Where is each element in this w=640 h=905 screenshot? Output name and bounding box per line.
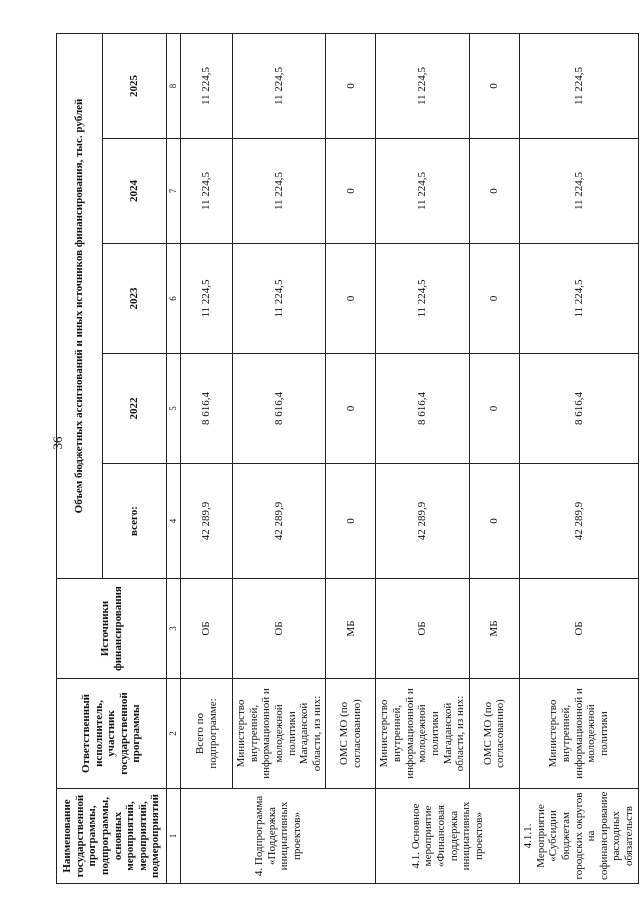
row-2022: 8 616,4 bbox=[181, 354, 233, 464]
row-executor: Министерство внутренней, информационной и молодежной политики bbox=[519, 679, 638, 789]
header-2022: 2022 bbox=[103, 354, 167, 464]
row-2024: 11 224,5 bbox=[376, 139, 469, 244]
row-executor: ОМС МО (по согласованию) bbox=[326, 679, 376, 789]
col-number: 7 bbox=[167, 139, 181, 244]
row-2023: 0 bbox=[469, 244, 519, 354]
row-2025: 11 224,5 bbox=[233, 33, 326, 138]
row-2022: 8 616,4 bbox=[233, 354, 326, 464]
col-number: 5 bbox=[167, 354, 181, 464]
table-row bbox=[519, 33, 638, 883]
column-numbers-row bbox=[167, 33, 181, 883]
row-name: 4.1.1. Мероприятие «Субсидии бюджетам городских округов на софинансирование расходных обязательств bbox=[519, 789, 638, 884]
row-2024: 0 bbox=[326, 139, 376, 244]
row-2025: 11 224,5 bbox=[519, 33, 638, 138]
row-2025: 11 224,5 bbox=[376, 33, 469, 138]
row-2024: 11 224,5 bbox=[181, 139, 233, 244]
row-source: МБ bbox=[469, 579, 519, 679]
row-2023: 11 224,5 bbox=[519, 244, 638, 354]
row-name: 4. Подпрограмма «Поддержка инициативных проектов» bbox=[181, 789, 376, 884]
row-2023: 11 224,5 bbox=[181, 244, 233, 354]
col-number: 6 bbox=[167, 244, 181, 354]
row-total: 0 bbox=[326, 464, 376, 579]
row-total: 0 bbox=[469, 464, 519, 579]
table-row bbox=[181, 33, 233, 883]
row-2024: 0 bbox=[469, 139, 519, 244]
row-2024: 11 224,5 bbox=[519, 139, 638, 244]
table-row bbox=[469, 33, 519, 883]
row-source: ОБ bbox=[233, 579, 326, 679]
row-executor: Министерство внутренней, информационной и молодежной политики Магаданской области, из них: bbox=[233, 679, 326, 789]
header-2025: 2025 bbox=[103, 33, 167, 138]
header-volume: Объем бюджетных ассигнований и иных источников финансирования, тыс. рублей bbox=[57, 33, 103, 578]
row-total: 42 289,9 bbox=[181, 464, 233, 579]
row-executor: ОМС МО (по согласованию) bbox=[469, 679, 519, 789]
row-2023: 0 bbox=[326, 244, 376, 354]
row-2025: 0 bbox=[326, 33, 376, 138]
row-source: МБ bbox=[326, 579, 376, 679]
table-row bbox=[326, 33, 376, 883]
header-executor: Ответственный исполнитель, участник государственной программы bbox=[57, 679, 167, 789]
col-number: 4 bbox=[167, 464, 181, 579]
row-name: 4.1. Основное мероприятие «Финансовая поддержка инициативных проектов» bbox=[376, 789, 519, 884]
header-2023: 2023 bbox=[103, 244, 167, 354]
row-2022: 0 bbox=[469, 354, 519, 464]
row-source: ОБ bbox=[376, 579, 469, 679]
header-name: Наименование государственной программы, подпрограммы, основных мероприятий, мероприятий, подмероприятий bbox=[57, 789, 167, 884]
row-2024: 11 224,5 bbox=[233, 139, 326, 244]
row-source: ОБ bbox=[181, 579, 233, 679]
row-2022: 0 bbox=[326, 354, 376, 464]
col-number: 2 bbox=[167, 679, 181, 789]
row-2025: 11 224,5 bbox=[181, 33, 233, 138]
row-2022: 8 616,4 bbox=[376, 354, 469, 464]
row-2022: 8 616,4 bbox=[519, 354, 638, 464]
row-2023: 11 224,5 bbox=[376, 244, 469, 354]
row-total: 42 289,9 bbox=[376, 464, 469, 579]
row-total: 42 289,9 bbox=[233, 464, 326, 579]
header-total: всего: bbox=[103, 464, 167, 579]
rotated-table-container bbox=[56, 34, 636, 884]
col-number: 8 bbox=[167, 33, 181, 138]
page-number: 36 bbox=[50, 436, 65, 450]
row-executor: Всего по подпрограмме: bbox=[181, 679, 233, 789]
header-source: Источники финансирования bbox=[57, 579, 167, 679]
financing-table bbox=[56, 33, 639, 884]
row-total: 42 289,9 bbox=[519, 464, 638, 579]
table-row bbox=[376, 33, 469, 883]
row-2025: 0 bbox=[469, 33, 519, 138]
row-executor: Министерство внутренней, информационной и молодежной политики Магаданской области, из них: bbox=[376, 679, 469, 789]
row-source: ОБ bbox=[519, 579, 638, 679]
col-number: 1 bbox=[167, 789, 181, 884]
col-number: 3 bbox=[167, 579, 181, 679]
header-2024: 2024 bbox=[103, 139, 167, 244]
table-row bbox=[233, 33, 326, 883]
row-2023: 11 224,5 bbox=[233, 244, 326, 354]
